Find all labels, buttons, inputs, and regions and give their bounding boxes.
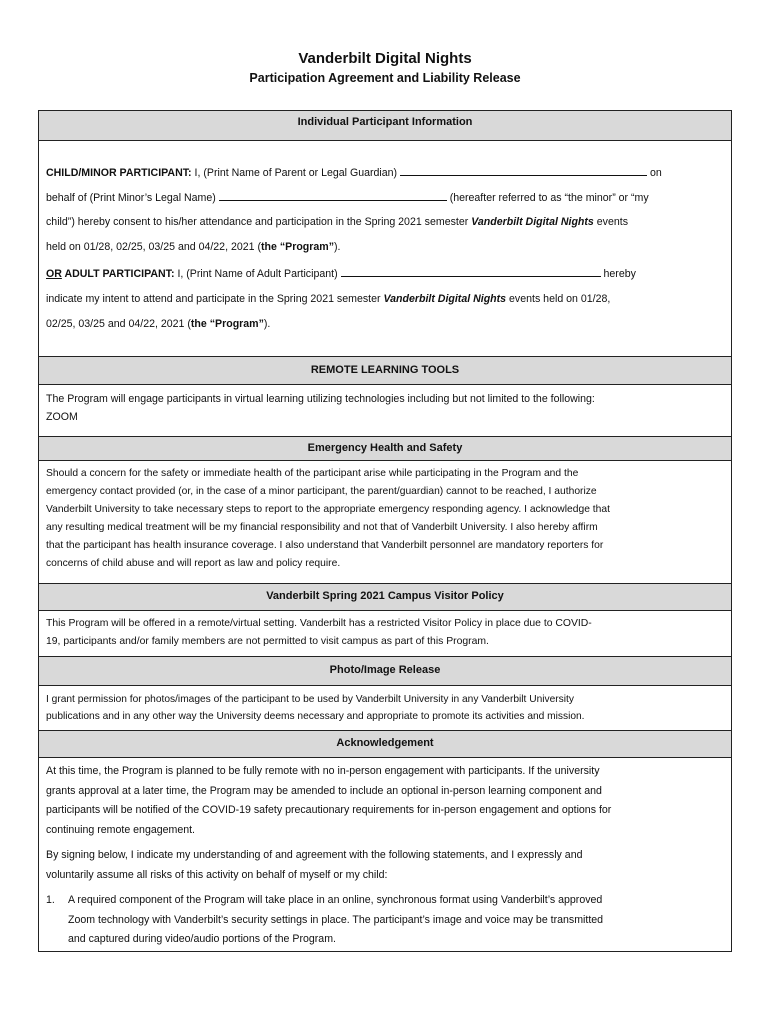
adult-label: ADULT PARTICIPANT: (64, 268, 175, 281)
guardian-name-prompt: I, (Print Name of Parent or Legal Guardian) (194, 167, 398, 179)
or-label: OR (46, 268, 62, 281)
minor-name-prompt: behalf of (Print Minor’s Legal Name) (46, 191, 216, 204)
agreement-form (38, 110, 732, 952)
guardian-name-blank[interactable] (400, 166, 647, 176)
program-name: Vanderbilt Digital Nights (471, 216, 594, 229)
ack-item-number: 1. (46, 894, 55, 906)
closing-paren-2: ). (263, 317, 271, 330)
visitor-line: 19, participants and/or family members are not permitted to visit campus as part of this Program. (46, 636, 489, 647)
visitor-line: This Program will be offered in a remote/virtual setting. Vanderbilt has a restricted Visitor Policy in place due to COVID- (46, 618, 592, 629)
visitor-policy-heading: Vanderbilt Spring 2021 Campus Visitor Policy (39, 584, 731, 611)
on-text: on (649, 167, 662, 179)
ack-line: participants will be notified of the COVID-19 safety precautionary requirements for in-person engagement and options for (46, 804, 612, 816)
hereafter-text: (hereafter referred to as “the minor” or “my (449, 191, 649, 204)
emergency-line: emergency contact provided (or, in the case of a minor participant, the parent/guardian) cannot to be reached, I authorize (46, 486, 597, 497)
emergency-line: Should a concern for the safety or immediate health of the participant arise while participating in the Program and the (46, 468, 579, 479)
emergency-line: that the participant has health insurance coverage. I also understand that Vanderbilt personnel are mandatory reporters for (46, 540, 604, 551)
emergency-line: any resulting medical treatment will be my financial responsibility and not that of Vanderbilt University. I also hereby affirm (46, 522, 598, 533)
the-program-label-2: the “Program” (190, 317, 264, 330)
emergency-line: Vanderbilt University to take necessary steps to report to the appropriate emergency responding agency. I acknowledge that (46, 504, 610, 515)
ack-item-1 (46, 891, 724, 950)
adult-name-prompt: I, (Print Name of Adult Participant) (177, 268, 338, 281)
emergency-section (39, 461, 731, 584)
photo-line: I grant permission for photos/images of the participant to be used by Vanderbilt University in any Vanderbilt University (46, 694, 574, 705)
child-minor-label: CHILD/MINOR PARTICIPANT: (46, 167, 192, 179)
ack-line: voluntarily assume all risks of this activity on behalf of myself or my child: (46, 868, 388, 881)
remote-tools-text: The Program will engage participants in virtual learning utilizing technologies including but not limited to the following: (46, 393, 595, 405)
hereby-text: hereby (603, 268, 636, 281)
participant-info-section (39, 141, 731, 357)
photo-release-section (39, 686, 731, 731)
consent-text: child”) hereby consent to his/her attendance and participation in the Spring 2021 semester (46, 216, 469, 229)
participant-info-heading: Individual Participant Information (39, 111, 731, 141)
dates-text: held on 01/28, 02/25, 03/25 and 04/22, 2021 ( (46, 240, 261, 253)
document-subtitle: Participation Agreement and Liability Release (249, 71, 521, 85)
ack-paragraph-2 (46, 846, 724, 885)
emergency-line: concerns of child abuse and will report as law and policy require. (46, 558, 341, 569)
ack-item-line: Zoom technology with Vanderbilt’s security settings in place. The participant’s image and voice may be transmitted (68, 913, 604, 926)
adult-dates-text: 02/25, 03/25 and 04/22, 2021 ( (46, 317, 191, 330)
the-program-label: the “Program” (261, 240, 334, 253)
events-text: events (596, 216, 628, 229)
visitor-policy-section (39, 611, 731, 657)
ack-line: grants approval at a later time, the Program may be amended to include an optional in-person learning component and (46, 784, 602, 797)
document-title: Vanderbilt Digital Nights (298, 50, 472, 67)
remote-tools-heading: REMOTE LEARNING TOOLS (39, 357, 731, 385)
adult-name-blank[interactable] (341, 267, 601, 277)
emergency-heading: Emergency Health and Safety (39, 437, 731, 461)
adult-intent-text: indicate my intent to attend and participate in the Spring 2021 semester (46, 292, 381, 305)
ack-line: At this time, the Program is planned to be fully remote with no in-person engagement with participants. If the university (46, 765, 600, 777)
adult-events-text: events held on 01/28, (509, 292, 611, 305)
minor-name-blank[interactable] (219, 191, 447, 201)
ack-line: By signing below, I indicate my understanding of and agreement with the following statements, and I expressly and (46, 849, 583, 861)
photo-line: publications and in any other way the University deems necessary and appropriate to promote its activities and mission. (46, 711, 585, 722)
ack-line: continuing remote engagement. (46, 823, 196, 836)
acknowledgement-heading: Acknowledgement (39, 731, 731, 758)
closing-paren: ). (334, 240, 341, 253)
ack-paragraph-1 (46, 762, 724, 840)
photo-release-heading: Photo/Image Release (39, 657, 731, 686)
remote-tools-zoom: ZOOM (46, 411, 78, 423)
ack-item-line: and captured during video/audio portions of the Program. (68, 933, 336, 945)
ack-item-line: A required component of the Program will take place in an online, synchronous format using Vanderbilt’s approved (68, 894, 603, 906)
acknowledgement-section (39, 758, 731, 951)
remote-tools-section (39, 385, 731, 437)
program-name-2: Vanderbilt Digital Nights (383, 292, 507, 305)
